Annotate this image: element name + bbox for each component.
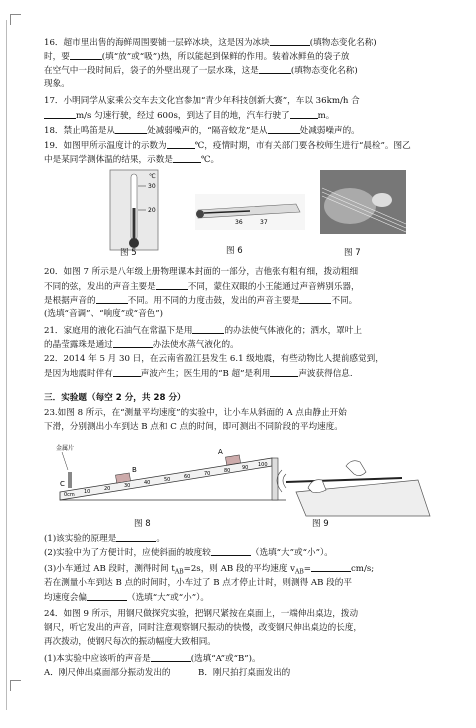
corner-mark-top [10,14,21,25]
q22-line2: 是因为地震时伴有 声波产生；医生用的“B 超”是利用 声波获得信息. [44,369,353,379]
q24-option-a[interactable]: A．刚尺伸出桌面部分振动发出的 [44,668,171,678]
figure-5-caption: 图 5 [120,248,137,258]
q20-blank3[interactable] [299,294,331,304]
q16-line4: 现象。 [44,79,70,89]
q23-blank3[interactable] [311,562,351,572]
figure-7-caption: 图 7 [344,248,361,258]
q23-sub4: 若在测量小车到达 B 点的时间时，小车过了 B 点才停止计时，则测得 AB 段的平 [44,578,352,588]
figure-8-caption: 图 8 [134,519,151,529]
q20-line3: 是根据声音的 不同。用不同的力度击鼓，发出的声音主要是 不同。 [44,296,358,306]
t-ab-subscript: AB [174,568,184,576]
ruler-20-label: 20 [104,486,111,492]
q23-blank1[interactable] [116,532,156,542]
ruler-90-label: 90 [242,465,249,471]
q24-blank1[interactable] [151,652,191,662]
figures-8-9 [46,436,436,524]
q24-sub1: (1)本实验中应该听的声音是 (选填“A”或“B”)。 [44,654,261,664]
ruler-100-label: 100 [258,462,268,468]
figures-5-6-7 [100,166,420,262]
clinical-36-label: 36 [235,219,243,226]
q20-line1: 20．如图 7 所示是八年级上册物理课本封面的一部分，吉他张有粗有细，拨动粗细 [44,267,359,277]
q23-sub3: (3)小车通过 AB 段时，测得时间 $t_{AB}=2s$，则 AB 段的平均速度 $v_{AB}= cm/s$; [44,564,375,576]
q21-blank1[interactable] [192,324,224,334]
guitar-photo [320,170,406,234]
q16-blank1[interactable] [270,36,310,46]
ruler-70-label: 70 [204,471,211,477]
thermo-30-label: 30 [148,183,156,190]
ruler-0cm-label: 0cm [64,492,75,498]
q23-line1: 23.如图 8 所示，在“测量平均速度”的实验中，让小车从斜面的 A 点由静止开始 [44,408,347,418]
figure-9-caption: 图 9 [312,519,329,529]
q23-sub5: 均速度会偏 （选填“大”或“小”）。 [44,593,210,603]
v-ab-subscript: AB [295,568,304,576]
q17-blank1[interactable] [44,109,76,119]
q17-line1: 17．小明同学从家乘公交车去文化宫参加“青少年科技创新大赛”，车以 36km/h 合 [44,96,360,106]
q22-blank1[interactable] [113,367,141,377]
q21-line1: 21．家庭用的液化石油气在常温下是用 的办法使气体液化的；洒水，罩叶上 [44,326,362,336]
figure-6-caption: 图 6 [226,246,243,256]
q19-line1: 19．如图甲所示温度计的示数为 ℃，疫情时期，市有关部门要各校师生进行“晨检”。图乙 [44,141,411,151]
q18-line: 18．禁止鸣笛是从 处减弱噪声的，“隔音蛟龙”是从 处减弱噪声的。 [44,126,360,136]
thermometer-figure [110,170,158,250]
q19-blank2[interactable] [173,153,201,163]
section-3-heading: 三．实验题（每空 2 分，共 28 分） [44,393,186,403]
q23-blank2[interactable] [211,546,251,556]
q17-blank2[interactable] [290,109,318,119]
q18-blank2[interactable] [268,124,300,134]
ruler-60-label: 60 [184,474,191,480]
q16-line1: 16．超市里出售的海鲜周围要铺一层碎冰块，这是因为冰块 (填物态变化名称) [44,38,377,48]
q16-line2: 时，要 (填“放”或“吸”)热，所以能起到保鲜的作用。装着冰鲜鱼的袋子放 [44,52,350,62]
q16-line3: 在空气中一段时间后，袋子的外壁出现了一层水珠，这是 (填物态变化名称) [44,66,358,76]
q19-line2: 中是某同学测体温的结果，示数是 ℃。 [44,155,220,165]
point-B-label: B [132,466,137,474]
q23-line2: 下滑，分别测出小车到达 B 点和 C 点的时间，即可测出不同阶段的平均速度。 [44,422,343,432]
q16-blank2[interactable] [70,50,102,60]
clinical-37-label: 37 [260,219,268,226]
point-C-label: C [60,480,65,488]
q24-options [44,667,454,679]
q20-blank1[interactable] [156,280,188,290]
q19-blank1[interactable] [167,139,195,149]
q20-blank2[interactable] [96,294,128,304]
ruler-40-label: 40 [144,480,151,486]
thermo-unit-label: ℃ [149,173,156,180]
q21-line2: 的晶莹露珠是通过 办法使水蒸气液化的。 [44,340,239,350]
q24-option-b[interactable]: B．刚尺拍打桌面发出的 [198,668,291,678]
q24-line2: 钢尺，听它发出的声音，同时注意观察钢尺振动的快慢，改变钢尺伸出桌边的长度， [44,623,362,633]
q16-blank3[interactable] [259,64,291,74]
ruler-80-label: 80 [224,468,231,474]
q23-blank4[interactable] [87,591,127,601]
q21-blank2[interactable] [113,338,153,348]
corner-mark-bottom [10,680,21,691]
q23-sub1: (1)该实验的原理是 。 [44,534,165,544]
ruler-10-label: 10 [84,489,91,495]
clinical-thermometer-figure [195,194,305,230]
q24-line3: 再次拨动，使钢尺每次的振动幅度大致相同。 [44,637,216,647]
q20-line4: (选填“音调”、“响度”或“音色”) [44,309,164,319]
steel-ruler-figure [277,461,430,516]
q22-blank2[interactable] [270,367,298,377]
q24-line1: 24．如图 9 所示，用钢尺做探究实验，把钢尺紧按在桌面上，一端伸出桌边，拨动 [44,609,359,619]
ramp-figure [56,444,286,500]
point-A-label: A [218,448,223,456]
q23-sub2: (2)实验中为了方便计时，应使斜面的坡度较 （选填“大”或“小”）。 [44,548,333,558]
q22-line1: 22．2014 年 5 月 30 日，在云南省盈江县发生 6.1 级地震，有些动物比人提前感觉到， [44,354,384,364]
q18-blank1[interactable] [115,124,147,134]
ruler-30-label: 30 [124,483,131,489]
metal-plate-label: 金属片 [56,445,75,452]
q17-line2: m/s 匀速行驶，经过 600s，到达了目的地，汽车行驶了 m。 [44,109,454,122]
q20-line2: 不同的弦，发出的声音主要是 不同，蒙住双眼的小王能通过声音辨别乐器， [44,282,360,292]
ruler-50-label: 50 [164,477,171,483]
thermo-20-label: 20 [148,207,156,214]
binding-margin-line [6,20,7,710]
